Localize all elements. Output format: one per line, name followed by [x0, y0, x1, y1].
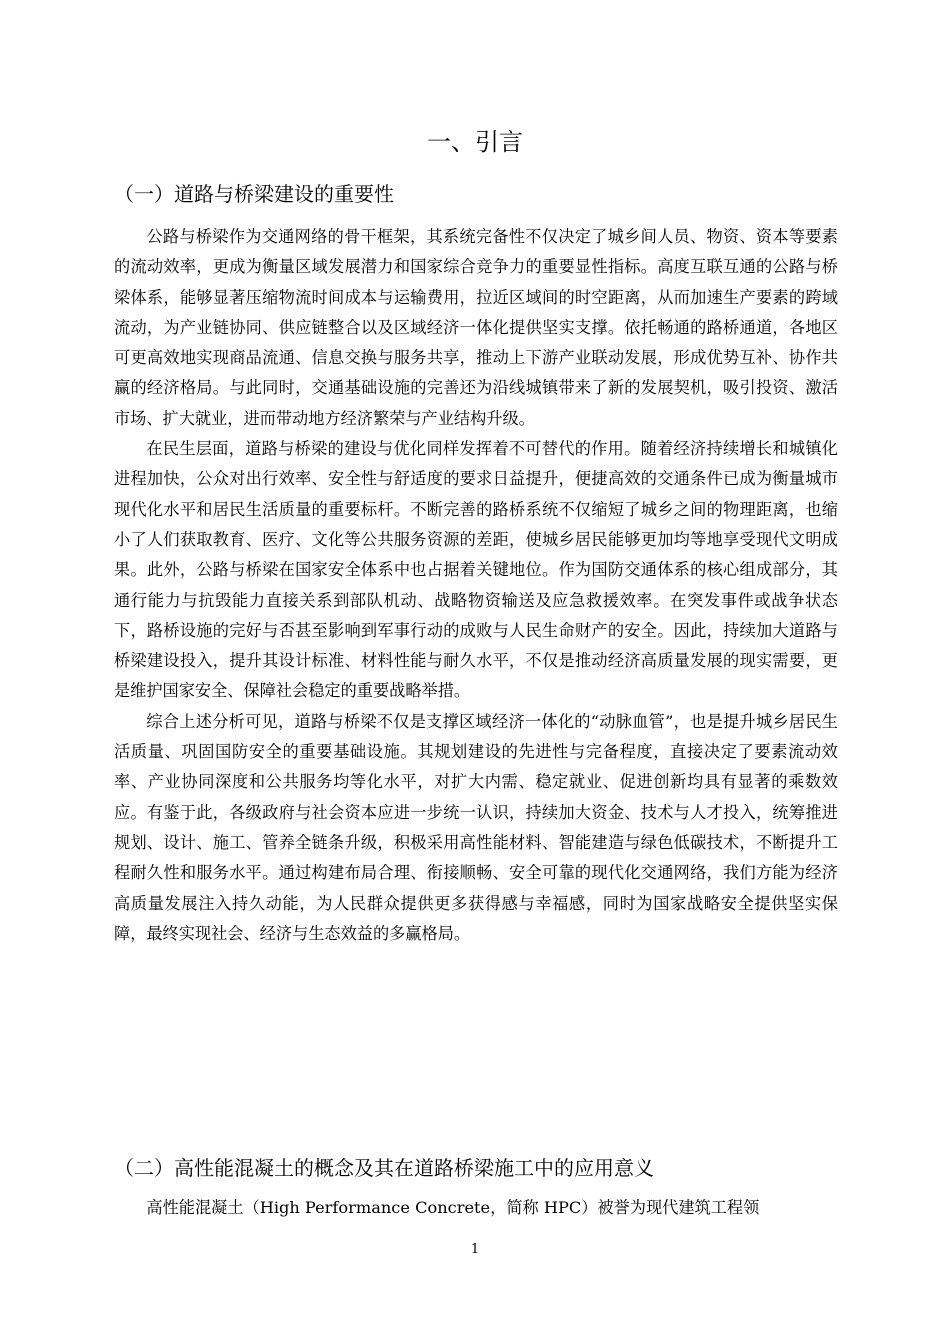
section-1-body — [114, 222, 838, 949]
chapter-title: 一、引言 — [427, 128, 523, 156]
paragraph: 公路与桥梁作为交通网络的骨干框架，其系统完备性不仅决定了城乡间人员、物资、资本等要素的流动效率，更成为衡量区域发展潜力和国家综合竞争力的重要显性指标。高度互联互通的公路与桥梁体系，能够显著压缩物流时间成本与运输费用，拉近区域间的时空距离，从而加速生产要素的跨域流动，为产业链协同、供应链整合以及区域经济一体化提供坚实支撑。依托畅通的路桥通道，各地区可更高效地实现商品流通、信息交换与服务共享，推动上下游产业联动发展，形成优势互补、协作共赢的经济格局。与此同时，交通基础设施的完善还为沿线城镇带来了新的发展契机，吸引投资、激活市场、扩大就业，进而带动地方经济繁荣与产业结构升级。 — [114, 227, 838, 428]
paragraph: 综合上述分析可见，道路与桥梁不仅是支撑区域经济一体化的“动脉血管”，也是提升城乡居民生活质量、巩固国防安全的重要基础设施。其规划建设的先进性与完备程度，直接决定了要素流动效率、产业协同深度和公共服务均等化水平，对扩大内需、稳定就业、促进创新均具有显著的乘数效应。有鉴于此，各级政府与社会资本应进一步统一认识，持续加大资金、技术与人才投入，统筹推进规划、设计、施工、管养全链条升级，积极采用高性能材料、智能建造与绿色低碳技术，不断提升工程耐久性和服务水平。通过构建布局合理、衔接顺畅、安全可靠的现代化交通网络，我们方能为经济高质量发展注入持久动能，为人民群众提供更多获得感与幸福感，同时为国家战略安全提供坚实保障，最终实现社会、经济与生态效益的多赢格局。 — [114, 711, 838, 943]
section-heading-2: （二）高性能混凝土的概念及其在道路桥梁施工中的应用意义 — [114, 1156, 654, 1180]
page-number: 1 — [470, 1242, 480, 1257]
paragraph: 高性能混凝土（High Performance Concrete，简称 HPC）被誉为现代建筑工程领 — [146, 1198, 760, 1217]
section-2-body — [114, 1193, 838, 1223]
section-heading-1: （一）道路与桥梁建设的重要性 — [114, 182, 394, 206]
paragraph: 在民生层面，道路与桥梁的建设与优化同样发挥着不可替代的作用。随着经济持续增长和城镇化进程加快，公众对出行效率、安全性与舒适度的要求日益提升，便捷高效的交通条件已成为衡量城市现代化水平和居民生活质量的重要标杆。不断完善的路桥系统不仅缩短了城乡之间的物理距离，也缩小了人们获取教育、医疗、文化等公共服务资源的差距，使城乡居民能够更加均等地享受现代文明成果。此外，公路与桥梁在国家安全体系中也占据着关键地位。作为国防交通体系的核心组成部分，其通行能力与抗毁能力直接关系到部队机动、战略物资输送及应急救援效率。在突发事件或战争状态下，路桥设施的完好与否甚至影响到军事行动的成败与人民生命财产的安全。因此，持续加大道路与桥梁建设投入，提升其设计标准、材料性能与耐久水平，不仅是推动经济高质量发展的现实需要，更是维护国家安全、保障社会稳定的重要战略举措。 — [114, 439, 838, 701]
